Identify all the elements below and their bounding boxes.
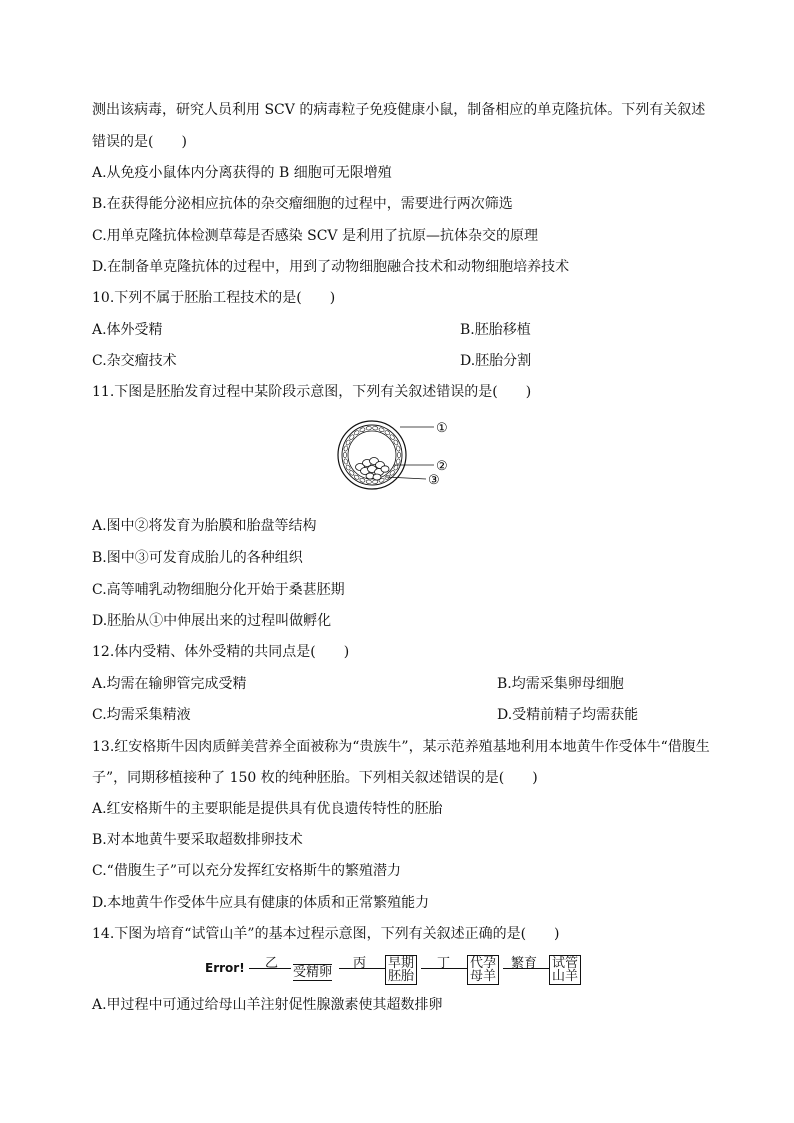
- flow-label-ding: 丁: [437, 956, 451, 971]
- q9-stem-line2: 错误的是( ): [92, 134, 187, 150]
- test-tube-goat-flow-diagram: [205, 952, 605, 984]
- q11-option-b: B.图中③可发育成胎儿的各种组织: [92, 550, 303, 566]
- q10-option-c: C.杂交瘤技术: [92, 353, 177, 369]
- flow-label-yi: 乙: [265, 956, 279, 971]
- q13-option-d: D.本地黄牛作受体牛应具有健康的体质和正常繁殖能力: [92, 895, 430, 911]
- q10-option-d: D.胚胎分割: [460, 353, 532, 369]
- trophoblast-cell: [397, 452, 401, 457]
- q10-stem: 10.下列不属于胚胎工程技术的是( ): [92, 290, 336, 306]
- q14-stem: 14.下图为培育“试管山羊”的基本过程示意图，下列有关叙述正确的是( ): [92, 926, 560, 942]
- label-3: ③: [428, 473, 440, 488]
- q9-option-c: C.用单克隆抗体检测草莓是否感染 SCV 是利用了抗原—抗体杂交的原理: [92, 228, 538, 244]
- q13-option-b: B.对本地黄牛要采取超数排卵技术: [92, 832, 303, 848]
- flow-label-bing: 丙: [353, 956, 367, 971]
- q11-option-c: C.高等哺乳动物细胞分化开始于桑葚胚期: [92, 582, 345, 598]
- q11-option-a: A.图中②将发育为胎膜和胎盘等结构: [92, 518, 317, 534]
- q12-stem: 12.体内受精、体外受精的共同点是( ): [92, 644, 350, 660]
- q13-stem-line2: 子”，同期移植接种了 150 枚的纯种胚胎。下列相关叙述错误的是( ): [92, 770, 538, 786]
- label-2: ②: [436, 459, 448, 474]
- q12-option-b: B.均需采集卵母细胞: [497, 676, 624, 692]
- q10-options-row2: [92, 352, 532, 370]
- q10-option-a: A.体外受精: [92, 322, 163, 338]
- q10-option-b: B.胚胎移植: [460, 322, 531, 338]
- q11-option-d: D.胚胎从①中伸展出来的过程叫做孵化: [92, 613, 332, 629]
- q10-options-row1: [92, 321, 531, 339]
- flow-early-embryo-box: 早期 胚胎: [385, 955, 417, 985]
- q13-option-a: A.红安格斯牛的主要职能是提供具有优良遗传特性的胚胎: [92, 801, 443, 817]
- trophoblast-cell: [372, 426, 378, 430]
- q9-option-a: A.从免疫小鼠体内分离获得的 B 细胞可无限增殖: [92, 165, 392, 181]
- blastocyst-diagram: [330, 415, 470, 495]
- q9-option-d: D.在制备单克隆抗体的过程中，用到了动物细胞融合技术和动物细胞培养技术: [92, 259, 570, 275]
- q9-stem-line1: 测出该病毒，研究人员利用 SCV 的病毒粒子免疫健康小鼠，制备相应的单克隆抗体。下列有关叙述: [92, 102, 706, 118]
- trophoblast-cell: [366, 480, 372, 484]
- flow-surrogate-box: 代孕 母羊: [467, 955, 499, 985]
- label-1: ①: [436, 421, 448, 436]
- q11-stem: 11.下图是胚胎发育过程中某阶段示意图，下列有关叙述错误的是( ): [92, 384, 532, 400]
- trophoblast-cell: [343, 452, 347, 457]
- q12-option-d: D.受精前精子均需获能: [497, 707, 639, 723]
- flow-fertilized-egg: 受精卵: [293, 965, 333, 980]
- flow-error-text: Error!: [205, 961, 245, 975]
- q13-stem-line1: 13.红安格斯牛因肉质鲜美营养全面被称为“贵族牛”，某示范养殖基地利用本地黄牛作受体牛“借腹生: [92, 739, 710, 755]
- q14-option-a: A.甲过程中可通过给母山羊注射促性腺激素使其超数排卵: [92, 997, 443, 1013]
- trophoblast-cell: [366, 426, 372, 430]
- q12-option-a: A.均需在输卵管完成受精: [92, 676, 247, 692]
- q12-options-row1: [92, 675, 624, 693]
- q13-option-c: C.“借腹生子”可以充分发挥红安格斯牛的繁殖潜力: [92, 863, 401, 879]
- q12-option-c: C.均需采集精液: [92, 707, 191, 723]
- q9-option-b: B.在获得能分泌相应抗体的杂交瘤细胞的过程中，需要进行两次筛选: [92, 196, 513, 212]
- q12-options-row2: [92, 706, 639, 724]
- flow-test-tube-goat-box: 试管 山羊: [549, 955, 581, 985]
- flow-label-breed: 繁育: [511, 956, 538, 971]
